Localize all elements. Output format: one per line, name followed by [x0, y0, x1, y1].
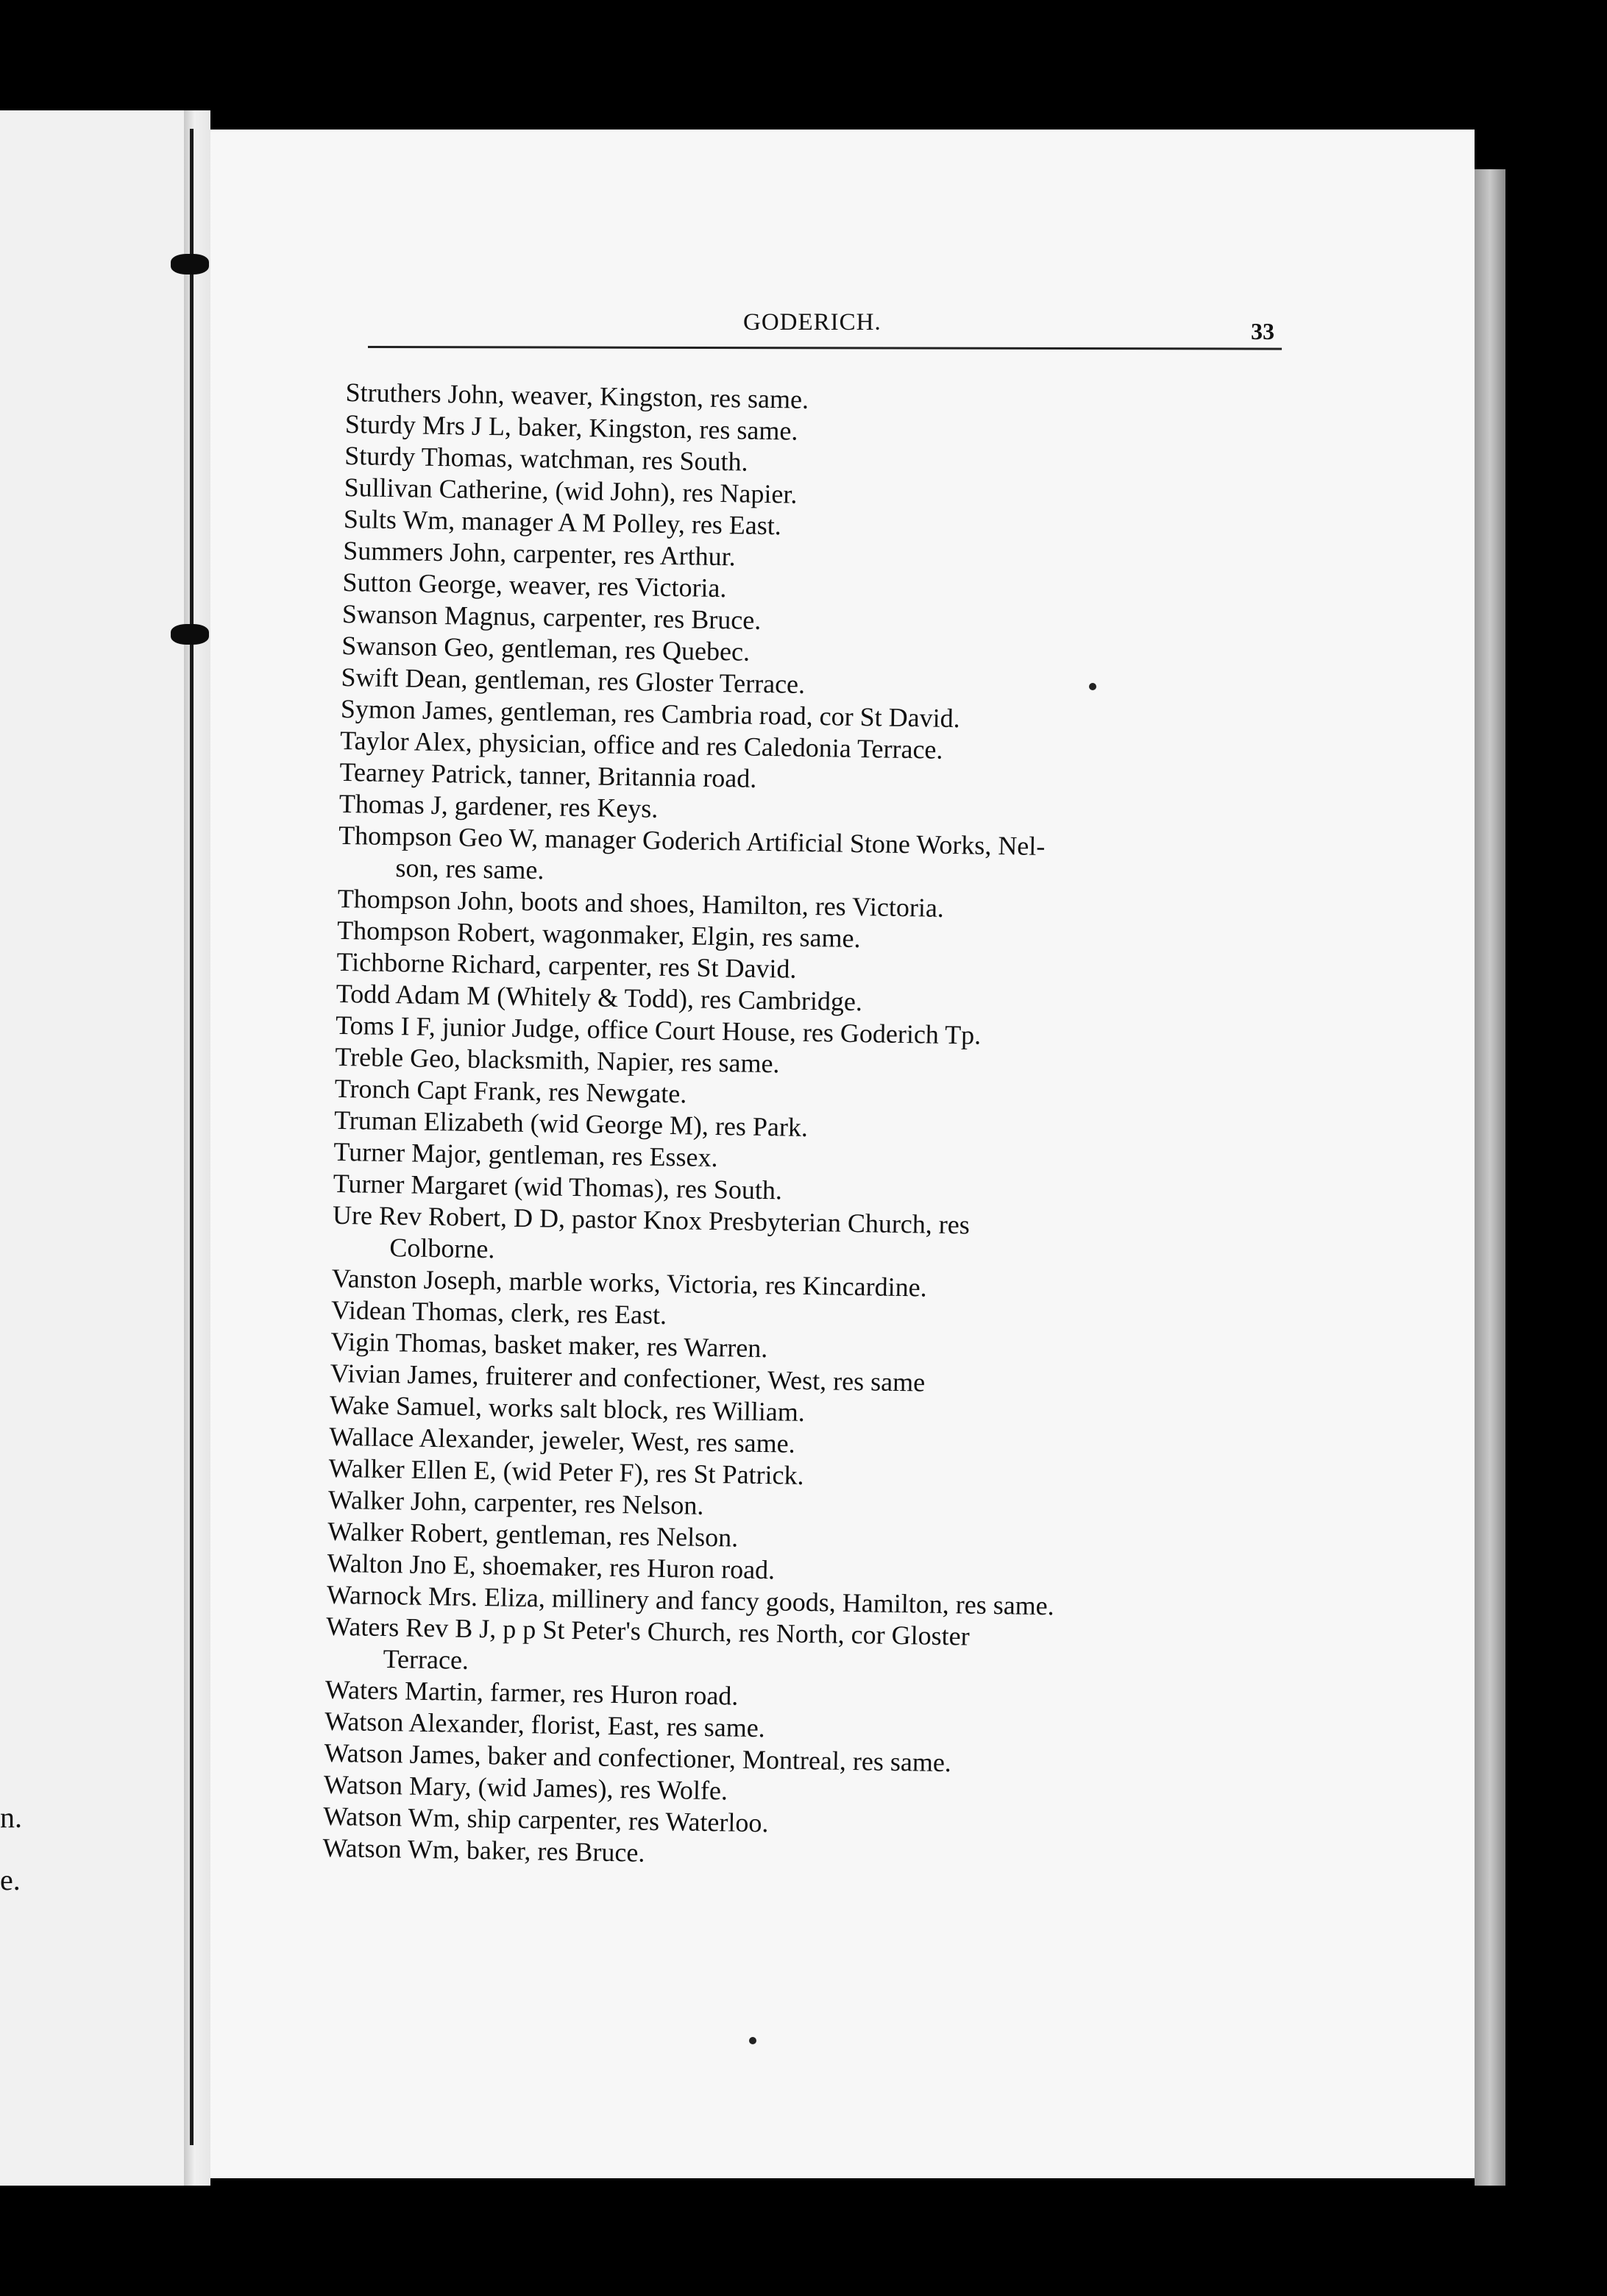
page-edge: [1475, 169, 1505, 2186]
entry-text: Vivian James, fruiterer and confectioner, West, res same: [330, 1358, 926, 1397]
entry-text: Thomas J, gardener, res Keys.: [338, 788, 659, 823]
entry-continuation: son, res same.: [395, 853, 544, 885]
entry-text: Thompson Robert, wagonmaker, Elgin, res same.: [336, 915, 861, 954]
entry-text: Taylor Alex, physician, office and res Caledonia Terrace.: [339, 725, 943, 765]
speck: [1089, 683, 1096, 690]
entry-text: Watson James, baker and confectioner, Montreal, res same.: [324, 1737, 952, 1778]
page-number: 33: [1251, 318, 1274, 344]
entry-continuation: Terrace.: [383, 1644, 469, 1675]
running-header: GODERICH.: [743, 309, 881, 336]
entry-text: Treble Geo, blacksmith, Napier, res same.: [335, 1041, 780, 1079]
entry-text: Walker Ellen E, (wid Peter F), res St Patrick.: [328, 1453, 804, 1490]
entry-text: Waters Martin, farmer, res Huron road.: [324, 1674, 739, 1711]
entry-text: Waters Rev B J, p p St Peter's Church, res North, cor Gloster: [326, 1611, 970, 1651]
entry-text: Videan Thomas, clerk, res East.: [330, 1294, 667, 1331]
entry-text: Sutton George, weaver, res Victoria.: [342, 567, 727, 603]
entry-text: Warnock Mrs. Eliza, millinery and fancy goods, Hamilton, res same.: [326, 1579, 1055, 1621]
entry-text: Todd Adam M (Whitely & Todd), res Cambridge.: [336, 978, 863, 1017]
entry-text: Wallace Alexander, jeweler, West, res same.: [329, 1421, 795, 1459]
book-gutter: [184, 110, 210, 2186]
entry-text: Toms I F, junior Judge, office Court House, res Goderich Tp.: [335, 1010, 982, 1050]
entry-text: Symon James, gentleman, res Cambria road, cor St David.: [340, 693, 960, 734]
entry-text: Vanston Joseph, marble works, Victoria, res Kincardine.: [331, 1263, 927, 1303]
entry-text: Watson Alexander, florist, East, res same.: [324, 1706, 766, 1743]
left-page-fragment: n.: [0, 1801, 22, 1834]
entry-text: Sturdy Mrs J L, baker, Kingston, res same.: [344, 408, 798, 446]
entry-text: Watson Wm, ship carpenter, res Waterloo.: [322, 1801, 769, 1838]
entry-text: Wake Samuel, works salt block, res William.: [329, 1389, 806, 1427]
left-page: [0, 110, 184, 2186]
entry-text: Swift Dean, gentleman, res Gloster Terrace.: [341, 662, 806, 699]
entry-text: Tichborne Richard, carpenter, res St David.: [336, 946, 797, 984]
entry-text: Sullivan Catherine, (wid John), res Napier.: [344, 472, 798, 509]
binding-knot: [171, 624, 209, 645]
entry-text: Turner Margaret (wid Thomas), res South.: [333, 1168, 783, 1205]
entry-continuation: Colborne.: [389, 1233, 495, 1264]
entry-text: Thompson Geo W, manager Goderich Artificial Stone Works, Nel-: [338, 820, 1046, 862]
entry-text: Walker Robert, gentleman, res Nelson.: [327, 1516, 739, 1553]
entry-text: Summers John, carpenter, res Arthur.: [342, 535, 736, 572]
directory-entries: [322, 377, 1295, 1879]
entry-text: Tronch Capt Frank, res Newgate.: [334, 1073, 687, 1109]
entry-text: Watson Wm, baker, res Bruce.: [322, 1832, 645, 1868]
binding-thread: [190, 129, 194, 2145]
entry-text: Struthers John, weaver, Kingston, res same.: [345, 377, 809, 414]
entry-text: Vigin Thomas, basket maker, res Warren.: [330, 1326, 768, 1364]
entry-text: Swanson Geo, gentleman, res Quebec.: [341, 630, 751, 667]
entry-text: Walton Jno E, shoemaker, res Huron road.: [327, 1548, 776, 1585]
entry-text: Walker John, carpenter, res Nelson.: [327, 1484, 704, 1520]
left-page-fragment: e.: [0, 1863, 21, 1896]
entry-text: Tearney Patrick, tanner, Britannia road.: [339, 757, 757, 793]
entry-text: Truman Elizabeth (wid George M), res Park.: [333, 1105, 809, 1142]
entry-text: Thompson John, boots and shoes, Hamilton, res Victoria.: [337, 883, 945, 923]
entry-text: Watson Mary, (wid James), res Wolfe.: [323, 1769, 728, 1806]
entry-text: Turner Major, gentleman, res Essex.: [333, 1136, 718, 1173]
binding-knot: [171, 254, 209, 274]
entry-text: Swanson Magnus, carpenter, res Bruce.: [341, 598, 762, 635]
speck: [749, 2037, 756, 2044]
entry-text: Sults Wm, manager A M Polley, res East.: [343, 503, 782, 541]
entry-text: Ure Rev Robert, D D, pastor Knox Presbyterian Church, res: [332, 1200, 971, 1240]
entry-text: Sturdy Thomas, watchman, res South.: [344, 440, 748, 477]
